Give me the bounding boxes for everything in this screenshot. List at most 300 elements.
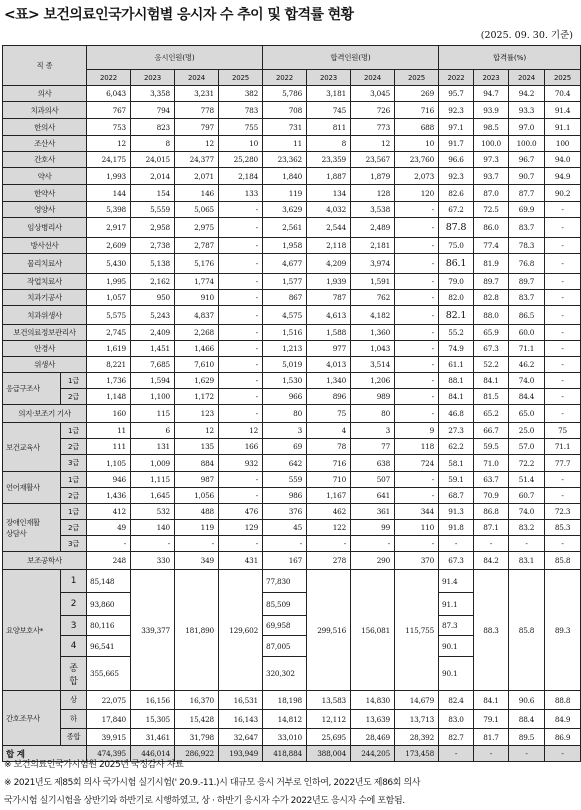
table-cell: 755 [219, 119, 263, 136]
table-cell: - [219, 536, 263, 552]
table-cell: 70.4 [545, 86, 581, 102]
year-header: 2023 [131, 70, 175, 86]
table-cell: 65.0 [509, 405, 545, 423]
table-cell: 69.9 [509, 202, 545, 218]
table-cell: 2,184 [219, 168, 263, 185]
table-cell: 89.3 [545, 570, 581, 691]
table-cell: 144 [87, 185, 131, 202]
table-cell: - [263, 536, 307, 552]
table-cell: 3,538 [351, 202, 395, 218]
table-cell: - [219, 202, 263, 218]
table-cell: 344 [395, 504, 439, 520]
table-cell: - [219, 373, 263, 389]
table-cell: 97.3 [474, 152, 509, 168]
table-cell: 62.2 [439, 439, 474, 455]
table-cell: 72.5 [474, 202, 509, 218]
table-row [3, 136, 581, 152]
table-cell: 65.9 [474, 325, 509, 341]
table-cell: 1,840 [263, 168, 307, 185]
row-label: 한의사 [3, 119, 87, 136]
table-cell: 84.4 [509, 389, 545, 405]
table-cell: 94.9 [545, 168, 581, 185]
group-label: 보건교육사 [3, 423, 61, 472]
table-cell: 88.3 [474, 570, 509, 691]
table-cell: 4,677 [263, 254, 307, 274]
table-cell: 91.3 [439, 504, 474, 520]
table-cell: - [351, 536, 395, 552]
table-cell: 12 [351, 136, 395, 152]
table-cell: 1,148 [87, 389, 131, 405]
table-row [3, 218, 581, 238]
table-cell: 82.0 [439, 290, 474, 306]
table-cell: 23,760 [395, 152, 439, 168]
table-cell: 638 [351, 455, 395, 472]
table-cell: 25,695 [307, 729, 351, 746]
table-cell: 2,073 [395, 168, 439, 185]
table-cell: 3,514 [351, 357, 395, 373]
table-cell: 59.1 [439, 472, 474, 488]
table-cell: 90.1 [439, 636, 474, 657]
table-cell: 4 [307, 423, 351, 439]
table-cell: 115,755 [395, 570, 439, 691]
table-cell: 24,377 [175, 152, 219, 168]
table-cell: 349 [175, 552, 219, 570]
table-cell: 69 [263, 439, 307, 455]
table-cell: - [395, 254, 439, 274]
table-cell: 2,118 [307, 238, 351, 254]
table-cell: 987 [175, 472, 219, 488]
table-cell: - [395, 306, 439, 325]
table-cell: 82.6 [439, 185, 474, 202]
table-cell: 46.2 [509, 357, 545, 373]
total-cell: - [545, 746, 581, 762]
year-header: 2023 [474, 70, 509, 86]
table-cell: 81.5 [474, 389, 509, 405]
table-cell: - [395, 357, 439, 373]
row-label: 임상병리사 [3, 218, 87, 238]
table-row [3, 729, 581, 746]
table-cell: 77.4 [474, 238, 509, 254]
table-cell: 77.7 [545, 455, 581, 472]
table-cell: 716 [395, 102, 439, 119]
table-cell: 92.3 [439, 102, 474, 119]
category-header: 직 종 [3, 46, 87, 86]
row-label: 작업치료사 [3, 274, 87, 290]
table-cell: 85,148 [87, 570, 131, 593]
table-cell: - [545, 218, 581, 238]
table-cell: 787 [307, 290, 351, 306]
table-cell: 67.3 [439, 552, 474, 570]
session-label: 3 [61, 616, 87, 636]
table-cell: 946 [87, 472, 131, 488]
table-cell: 92.3 [439, 168, 474, 185]
table-cell: 70.9 [474, 488, 509, 504]
table-cell: 1,619 [87, 341, 131, 357]
table-cell: 339,377 [131, 570, 175, 691]
applicants-header: 응시인원(명) [87, 46, 263, 70]
table-cell: 1,213 [263, 341, 307, 357]
table-cell: 823 [131, 119, 175, 136]
table-cell: 25,280 [219, 152, 263, 168]
table-cell: 61.1 [439, 357, 474, 373]
table-cell: 23,359 [307, 152, 351, 168]
table-cell: 115 [131, 405, 175, 423]
table-cell: - [219, 341, 263, 357]
year-header: 2024 [509, 70, 545, 86]
table-cell: 93.3 [509, 102, 545, 119]
table-cell: 111 [87, 439, 131, 455]
table-cell: 94.0 [545, 152, 581, 168]
table-cell: 382 [219, 86, 263, 102]
table-row [3, 152, 581, 168]
table-cell: - [87, 536, 131, 552]
table-cell: 778 [175, 102, 219, 119]
row-label: 간호사 [3, 152, 87, 168]
table-cell: 462 [307, 504, 351, 520]
table-cell: 28,392 [395, 729, 439, 746]
table-cell: 1,887 [307, 168, 351, 185]
table-cell: 2,181 [351, 238, 395, 254]
table-cell: 120 [395, 185, 439, 202]
table-cell: 100.0 [474, 136, 509, 152]
table-cell: 58.1 [439, 455, 474, 472]
row-label: 위생사 [3, 357, 87, 373]
table-cell: 79.0 [439, 274, 474, 290]
table-cell: 1,009 [131, 455, 175, 472]
table-cell: 2,787 [175, 238, 219, 254]
table-cell: 131 [131, 439, 175, 455]
row-label: 방사선사 [3, 238, 87, 254]
year-header: 2023 [307, 70, 351, 86]
table-cell: - [545, 488, 581, 504]
table-cell: 4,837 [175, 306, 219, 325]
table-cell: 75.0 [439, 238, 474, 254]
table-cell: 2,409 [131, 325, 175, 341]
table-cell: 2,162 [131, 274, 175, 290]
table-cell: 811 [307, 119, 351, 136]
table-cell: 82.4 [439, 691, 474, 710]
grade-label: 2급 [61, 389, 87, 405]
table-cell: 133 [219, 185, 263, 202]
table-cell: - [545, 238, 581, 254]
table-cell: 77,830 [263, 570, 307, 593]
year-header: 2024 [175, 70, 219, 86]
row-label: 영양사 [3, 202, 87, 218]
table-cell: 23,567 [351, 152, 395, 168]
table-cell: 80 [351, 405, 395, 423]
table-cell: - [219, 306, 263, 325]
table-cell: 2,071 [175, 168, 219, 185]
table-row [3, 488, 581, 504]
group-label: 요양보호사* [3, 570, 61, 691]
table-cell: - [545, 290, 581, 306]
year-header: 2025 [395, 70, 439, 86]
table-cell: 90.7 [509, 168, 545, 185]
table-cell: 74.9 [439, 341, 474, 357]
table-cell: 128 [351, 185, 395, 202]
table-row [3, 389, 581, 405]
table-cell: 710 [307, 472, 351, 488]
table-cell: 5,065 [175, 202, 219, 218]
total-cell: 474,395 [87, 746, 131, 762]
table-cell: 1,879 [351, 168, 395, 185]
table-cell: 773 [351, 119, 395, 136]
table-cell: 5,786 [263, 86, 307, 102]
table-cell: 71.1 [545, 439, 581, 455]
year-header: 2022 [439, 70, 474, 86]
table-cell: - [219, 238, 263, 254]
table-cell: 83.0 [439, 710, 474, 729]
table-cell: 767 [87, 102, 131, 119]
table-cell: 1,105 [87, 455, 131, 472]
group-label: 간호조무사 [3, 691, 61, 746]
year-header: 2022 [263, 70, 307, 86]
table-cell: 1,057 [87, 290, 131, 306]
table-row [3, 86, 581, 102]
footnote-detail-1: ※ 2021년도 제85회 의사 국가시험 실기시험(' 20.9.-11.)시 대규모 응시 거부로 인하여, 2022년도 제86회 의사 [4, 778, 421, 788]
table-cell: 5,138 [131, 254, 175, 274]
table-cell: 123 [175, 405, 219, 423]
table-cell: 75 [545, 423, 581, 439]
table-cell: 1,594 [131, 373, 175, 389]
table-cell: 5,398 [87, 202, 131, 218]
table-cell: 91.4 [545, 102, 581, 119]
table-row [3, 520, 581, 536]
table-cell: 87.0 [474, 185, 509, 202]
table-row [3, 710, 581, 729]
table-cell: 154 [131, 185, 175, 202]
table-cell: - [219, 405, 263, 423]
table-cell: - [395, 389, 439, 405]
table-cell: 269 [395, 86, 439, 102]
footnote-detail-2: 국가시험 실기시험을 상반기와 하반기로 시행하였고, 상 · 하반기 응시자 수가 2022년도 응시자 수에 포함됨. [4, 796, 405, 806]
table-row [3, 357, 581, 373]
table-cell: 3,181 [307, 86, 351, 102]
table-cell: 726 [351, 102, 395, 119]
table-cell: 85,509 [263, 593, 307, 616]
table-cell: - [395, 325, 439, 341]
pass-rate-header: 합격률(%) [439, 46, 581, 70]
table-cell: 15,305 [131, 710, 175, 729]
table-cell: 1,043 [351, 341, 395, 357]
table-cell: 7,685 [131, 357, 175, 373]
table-cell: - [131, 536, 175, 552]
table-cell: 299,516 [307, 570, 351, 691]
table-cell: 1,939 [307, 274, 351, 290]
table-row [3, 472, 581, 488]
table-cell: 15,428 [175, 710, 219, 729]
table-cell: 1,100 [131, 389, 175, 405]
group-label: 언어재활사 [3, 472, 61, 504]
group-label-line: 상담사 [6, 528, 27, 538]
table-cell: - [545, 202, 581, 218]
table-cell: - [395, 373, 439, 389]
table-cell: 80,116 [87, 616, 131, 636]
table-cell: 181,890 [175, 570, 219, 691]
table-cell: - [545, 341, 581, 357]
table-cell: - [545, 274, 581, 290]
table-cell: 119 [175, 520, 219, 536]
table-cell: 1,958 [263, 238, 307, 254]
table-cell: 11 [87, 423, 131, 439]
table-cell: 1,588 [307, 325, 351, 341]
table-cell: 69,958 [263, 616, 307, 636]
table-cell: 86.8 [474, 504, 509, 520]
table-row [3, 439, 581, 455]
table-cell: 12 [175, 423, 219, 439]
table-cell: 4,209 [307, 254, 351, 274]
page-title: <표> 보건의료인국가시험별 응시자 수 추이 및 합격률 현황 [4, 7, 354, 23]
table-cell: 140 [131, 520, 175, 536]
table-cell: 797 [175, 119, 219, 136]
table-cell: 1,530 [263, 373, 307, 389]
table-cell: 6 [131, 423, 175, 439]
table-row [3, 119, 581, 136]
grade-label: 하 [61, 710, 87, 729]
table-cell: - [219, 254, 263, 274]
table-cell: 745 [307, 102, 351, 119]
table-cell: 14,679 [395, 691, 439, 710]
grade-label: 2급 [61, 520, 87, 536]
row-label: 물리치료사 [3, 254, 87, 274]
table-cell: - [395, 488, 439, 504]
table-cell: 2,917 [87, 218, 131, 238]
table-cell: 278 [307, 552, 351, 570]
row-label: 의사 [3, 86, 87, 102]
table-cell: 488 [175, 504, 219, 520]
table-cell: - [395, 472, 439, 488]
table-cell: 507 [351, 472, 395, 488]
row-label: 보조공학사 [3, 552, 87, 570]
table-cell: 89.7 [509, 274, 545, 290]
table-cell: 135 [175, 439, 219, 455]
table-cell: 89.7 [474, 274, 509, 290]
table-cell: 89.5 [509, 729, 545, 746]
table-cell: 96,541 [87, 636, 131, 657]
table-cell: 86.0 [474, 218, 509, 238]
table-cell: 110 [395, 520, 439, 536]
year-header: 2022 [87, 70, 131, 86]
table-cell: 688 [395, 119, 439, 136]
table-cell: - [219, 218, 263, 238]
table-cell: 12 [87, 136, 131, 152]
table-cell: 84.1 [474, 691, 509, 710]
table-cell: 2,014 [131, 168, 175, 185]
table-cell: 97.0 [509, 119, 545, 136]
table-cell: 90.2 [545, 185, 581, 202]
table-cell: 641 [351, 488, 395, 504]
table-cell: 1,466 [175, 341, 219, 357]
table-cell: 156,081 [351, 570, 395, 691]
table-cell: 63.7 [474, 472, 509, 488]
row-label: 안경사 [3, 341, 87, 357]
table-cell: 724 [395, 455, 439, 472]
year-header: 2025 [545, 70, 581, 86]
table-cell: 1,206 [351, 373, 395, 389]
session-label: 4 [61, 636, 87, 657]
table-cell: 91.8 [439, 520, 474, 536]
grade-label: 1급 [61, 423, 87, 439]
table-cell: 85.3 [545, 520, 581, 536]
table-cell: - [175, 536, 219, 552]
table-cell: 60.0 [509, 325, 545, 341]
table-cell: 1,993 [87, 168, 131, 185]
table-cell: 370 [395, 552, 439, 570]
table-cell: 1,172 [175, 389, 219, 405]
table-cell: 2,489 [351, 218, 395, 238]
table-cell: 4,013 [307, 357, 351, 373]
table-cell: 12 [219, 423, 263, 439]
table-cell: 24,015 [131, 152, 175, 168]
table-cell: 86.9 [545, 729, 581, 746]
table-cell: 3,974 [351, 254, 395, 274]
table-cell: 910 [175, 290, 219, 306]
table-cell: 52.2 [474, 357, 509, 373]
total-cell: - [509, 746, 545, 762]
table-cell: 753 [87, 119, 131, 136]
table-cell: 86.5 [509, 306, 545, 325]
table-cell: 2,609 [87, 238, 131, 254]
table-cell: - [219, 389, 263, 405]
table-cell: 1,591 [351, 274, 395, 290]
table-cell: 57.0 [509, 439, 545, 455]
table-cell: 75 [307, 405, 351, 423]
total-cell: 193,949 [219, 746, 263, 762]
table-cell: 98.5 [474, 119, 509, 136]
table-cell: 79.1 [474, 710, 509, 729]
table-cell: 67.3 [474, 341, 509, 357]
table-cell: 4,032 [307, 202, 351, 218]
row-label: 보건의료정보관리사 [3, 325, 87, 341]
table-cell: - [545, 306, 581, 325]
table-cell: 13,639 [351, 710, 395, 729]
as-of-date: (2025. 09. 30. 기준) [480, 30, 573, 41]
table-cell: 3,629 [263, 202, 307, 218]
table-row [3, 504, 581, 520]
table-cell: 476 [219, 504, 263, 520]
table-cell: 82.1 [439, 306, 474, 325]
table-cell: 3 [351, 423, 395, 439]
table-cell: - [545, 373, 581, 389]
table-cell: 17,840 [87, 710, 131, 729]
table-cell: 31,798 [175, 729, 219, 746]
table-cell: 134 [307, 185, 351, 202]
table-cell: 559 [263, 472, 307, 488]
table-row [3, 455, 581, 472]
table-cell: 8,221 [87, 357, 131, 373]
table-cell: 896 [307, 389, 351, 405]
table-cell: 12,112 [307, 710, 351, 729]
table-cell: 16,531 [219, 691, 263, 710]
table-cell: - [395, 341, 439, 357]
table-cell: 87,005 [263, 636, 307, 657]
table-cell: - [219, 357, 263, 373]
table-cell: - [395, 202, 439, 218]
table-cell: 85.8 [509, 570, 545, 691]
table-cell: 82.7 [439, 729, 474, 746]
table-cell: 91.1 [545, 119, 581, 136]
table-cell: 82.8 [474, 290, 509, 306]
table-cell: 2,745 [87, 325, 131, 341]
total-cell: 244,205 [351, 746, 395, 762]
table-cell: 24,175 [87, 152, 131, 168]
table-cell: 33,010 [263, 729, 307, 746]
total-cell: 286,922 [175, 746, 219, 762]
table-cell: 167 [263, 552, 307, 570]
table-cell: 122 [307, 520, 351, 536]
table-cell: 2,544 [307, 218, 351, 238]
table-row [3, 290, 581, 306]
